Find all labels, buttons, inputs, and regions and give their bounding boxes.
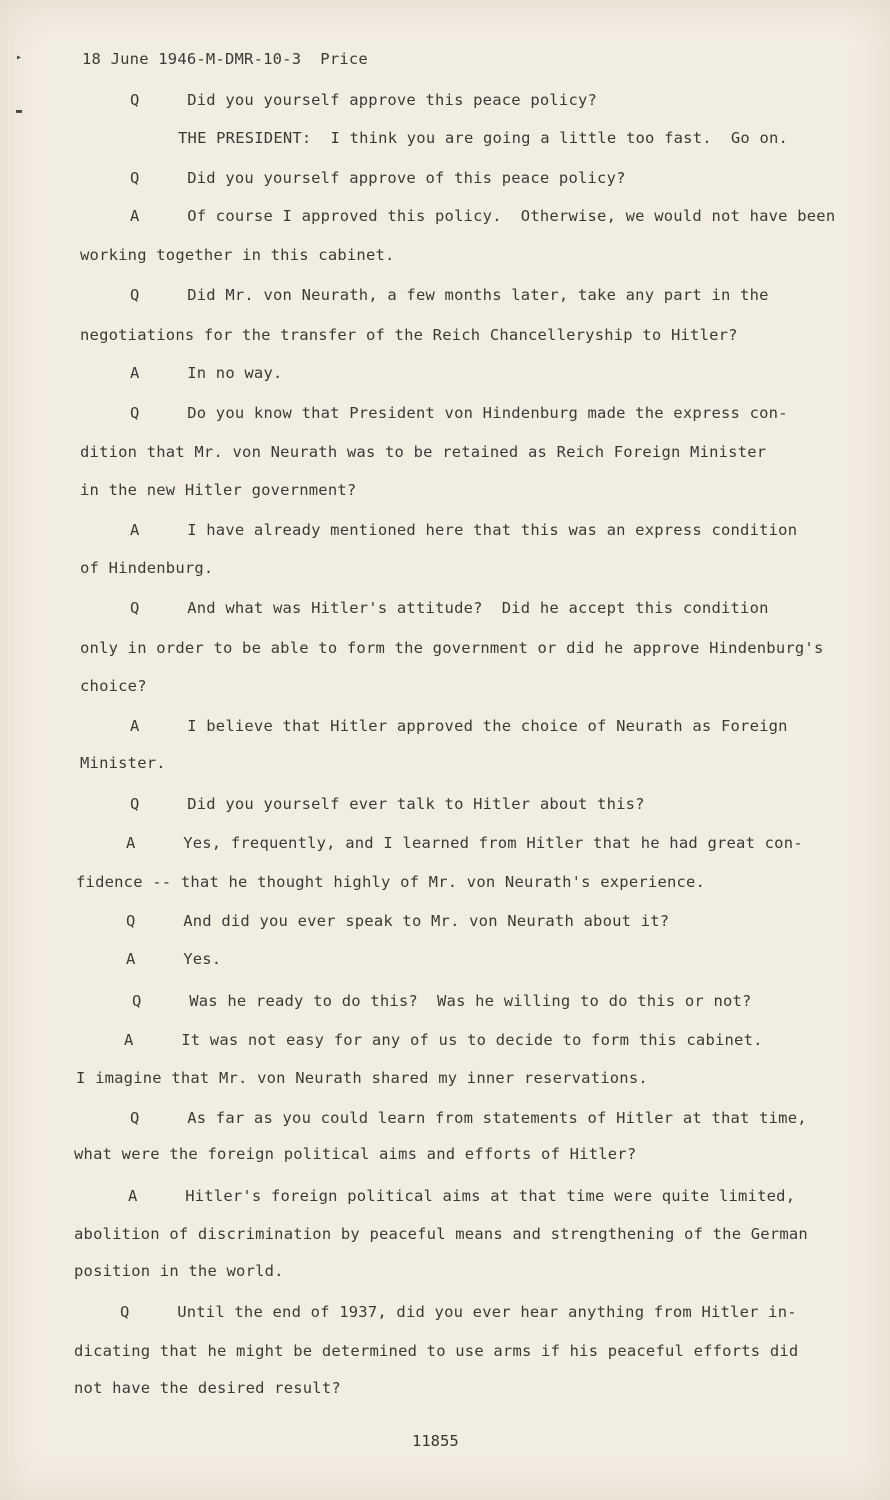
transcript-line: Q Did you yourself ever talk to Hitler about this? [130, 795, 645, 813]
transcript-line: dition that Mr. von Neurath was to be retained as Reich Foreign Minister [80, 443, 767, 461]
transcript-line: I imagine that Mr. von Neurath shared my inner reservations. [76, 1069, 648, 1087]
margin-mark: ▸ [16, 52, 23, 63]
transcript-line: position in the world. [74, 1262, 284, 1280]
transcript-line: choice? [80, 677, 147, 695]
transcript-line: Q Did Mr. von Neurath, a few months later, take any part in the [130, 286, 769, 304]
transcript-line: A Of course I approved this policy. Otherwise, we would not have been [130, 207, 836, 225]
transcript-line: Minister. [80, 754, 166, 772]
transcript-line: A Hitler's foreign political aims at that time were quite limited, [128, 1187, 796, 1205]
transcript-line: Q Until the end of 1937, did you ever hear anything from Hitler in- [120, 1303, 797, 1321]
page-header: 18 June 1946-M-DMR-10-3 Price [82, 50, 368, 68]
transcript-line: A Yes. [126, 950, 222, 968]
transcript-line: Q Did you yourself approve this peace policy? [130, 91, 598, 109]
transcript-line: what were the foreign political aims and efforts of Hitler? [74, 1145, 637, 1163]
transcript-line: Q Was he ready to do this? Was he willing to do this or not? [132, 992, 752, 1010]
transcript-line: only in order to be able to form the government or did he approve Hindenburg's [80, 639, 824, 657]
transcript-line: fidence -- that he thought highly of Mr. von Neurath's experience. [76, 873, 706, 891]
transcript-line: of Hindenburg. [80, 559, 214, 577]
transcript-line: Q And did you ever speak to Mr. von Neurath about it? [126, 912, 670, 930]
transcript-line: A It was not easy for any of us to decide to form this cabinet. [124, 1031, 763, 1049]
transcript-line: dicating that he might be determined to use arms if his peaceful efforts did [74, 1342, 799, 1360]
transcript-line: A In no way. [130, 364, 283, 382]
transcript-line: Q As far as you could learn from statements of Hitler at that time, [130, 1109, 807, 1127]
transcript-line: working together in this cabinet. [80, 246, 395, 264]
margin-mark: ▬ [16, 106, 23, 117]
transcript-line: Q Did you yourself approve of this peace policy? [130, 169, 626, 187]
transcript-line: not have the desired result? [74, 1379, 341, 1397]
transcript-line: negotiations for the transfer of the Reich Chancelleryship to Hitler? [80, 326, 738, 344]
transcript-line: abolition of discrimination by peaceful means and strengthening of the German [74, 1225, 808, 1243]
transcript-line: Q Do you know that President von Hindenburg made the express con- [130, 404, 788, 422]
transcript-line: in the new Hitler government? [80, 481, 357, 499]
transcript-line: A I believe that Hitler approved the choice of Neurath as Foreign [130, 717, 788, 735]
transcript-line: A Yes, frequently, and I learned from Hitler that he had great con- [126, 834, 803, 852]
transcript-line: Q And what was Hitler's attitude? Did he accept this condition [130, 599, 769, 617]
page-number: 11855 [412, 1432, 459, 1450]
transcript-line: A I have already mentioned here that this was an express condition [130, 521, 798, 539]
transcript-line: THE PRESIDENT: I think you are going a little too fast. Go on. [178, 129, 789, 147]
